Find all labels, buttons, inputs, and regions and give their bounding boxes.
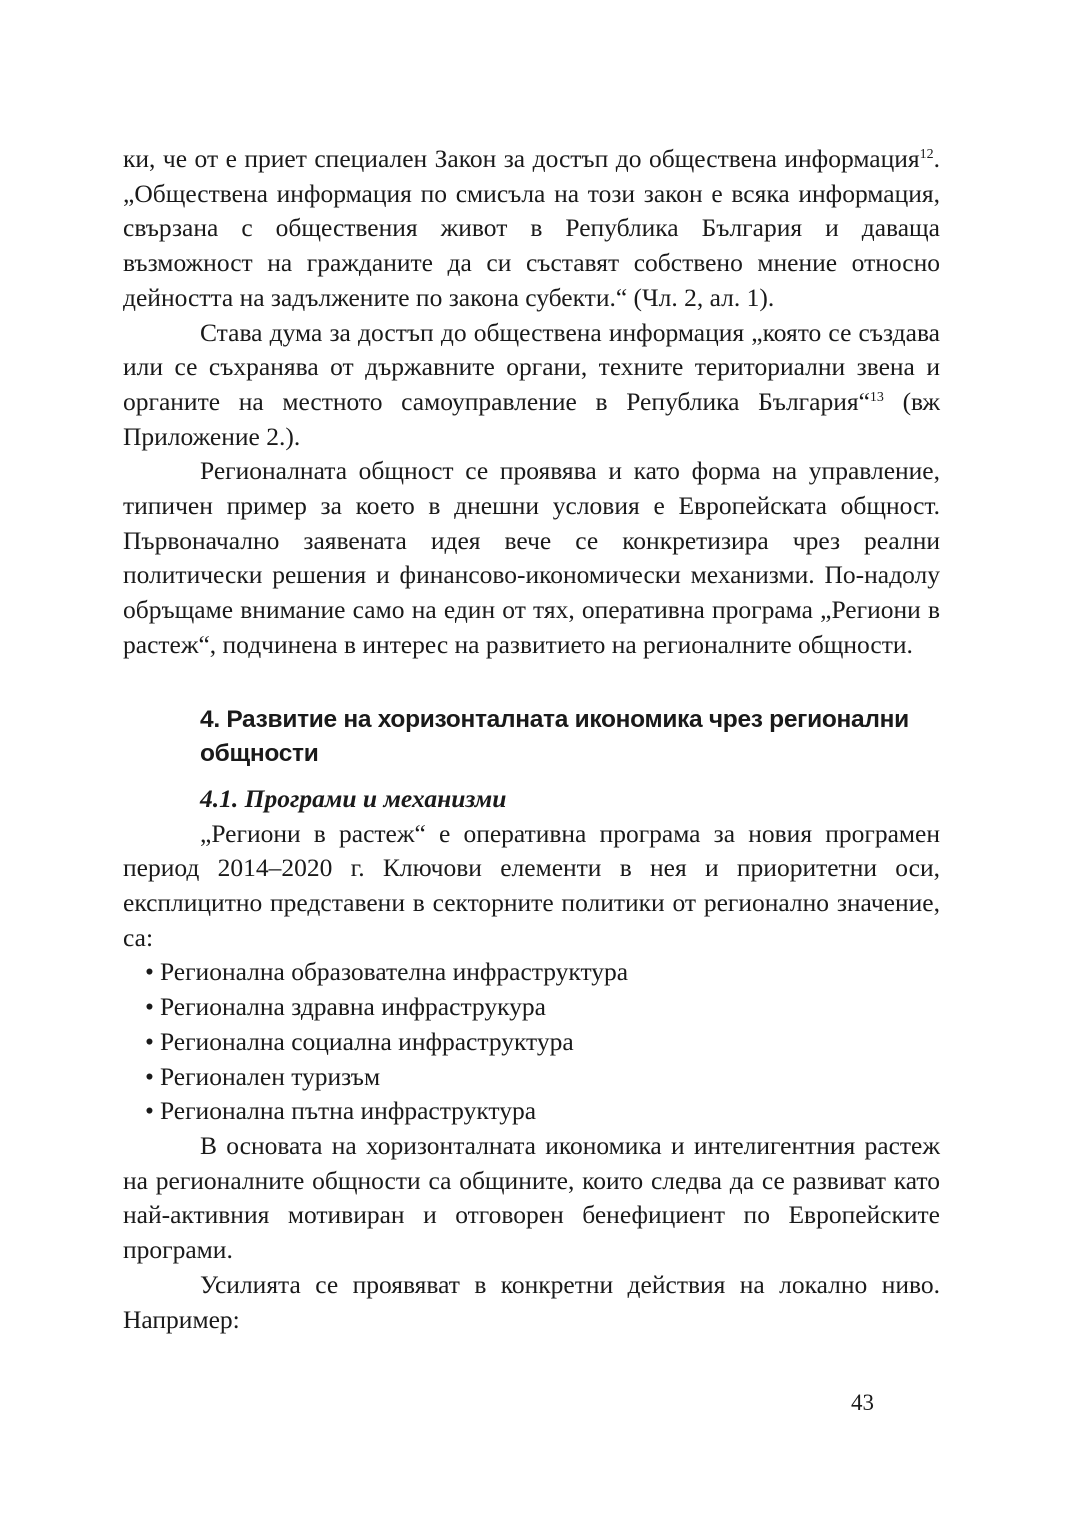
paragraph-6: Усилията се проявяват в конкретни действия на локално ниво. Например: [123,1269,940,1334]
paragraph-2-text: Става дума за достъп до обществена информация „която се създава или се съхранява от държавните органи, техните териториални звена и органите на местното самоуправление в Република България“ [123,317,940,416]
list-item: • Регионална образователна инфраструктура [145,955,940,990]
list-item: • Регионална социална инфраструктура [145,1025,940,1060]
paragraph-5: В основата на хоризонталната икономика и интелигентния растеж на регионалните общности са общините, които следва да се развиват като най-активния мотивиран и отговорен бенефициент по Европейските програми. [123,1130,940,1265]
section-heading: 4. Развитие на хоризонталната икономика чрез регионални общности [200,705,909,768]
text-body [123,142,940,1337]
footnote-ref-13: 13 [869,389,884,405]
list-item: • Регионален туризъм [145,1060,940,1095]
list-item: • Регионална пътна инфраструктура [145,1094,940,1129]
paragraph-3: Регионалната общност се проявява и като форма на управление, типичен пример за което в днешни условия е Европейската общност. Първоначално заявената идея вече се конкретизира чрез реални политически решения и финансово-икономически механизми. По-надолу обръщаме внимание само на един от тях, оперативна програма „Региони в растеж“, подчинена в интерес на развитието на регионалните общности. [123,456,940,659]
paragraph-1-text: ки, че от е приет специален Закон за достъп до обществена информация [123,144,920,173]
priority-list [123,955,940,1129]
paragraph-1 [123,142,940,316]
footnote-ref-12: 12 [919,147,934,162]
paragraph-1-rest: . „Обществена информация по смисъла на този закон е всяка информация, свързана с обществения живот в Република България и даваща възможност на гражданите да си съставят собствено мнение относно дейността на задължените по закона субекти.“ (Чл. 2, ал. 1). [123,144,940,312]
paragraph-2-rest: (вж Приложение 2.). [123,386,940,451]
subsection-heading: 4.1. Програми и механизми [200,783,507,813]
paragraph-2 [123,316,940,455]
page-number: 43 [851,1390,874,1415]
paragraph-4: „Региони в растеж“ е оперативна програма за новия програмен период 2014–2020 г. Ключови елементи в нея и приоритетни оси, експлицитно представени в секторните политики от регионално значение, са: [123,818,940,952]
list-item: • Регионална здравна инфраструкура [145,990,940,1025]
